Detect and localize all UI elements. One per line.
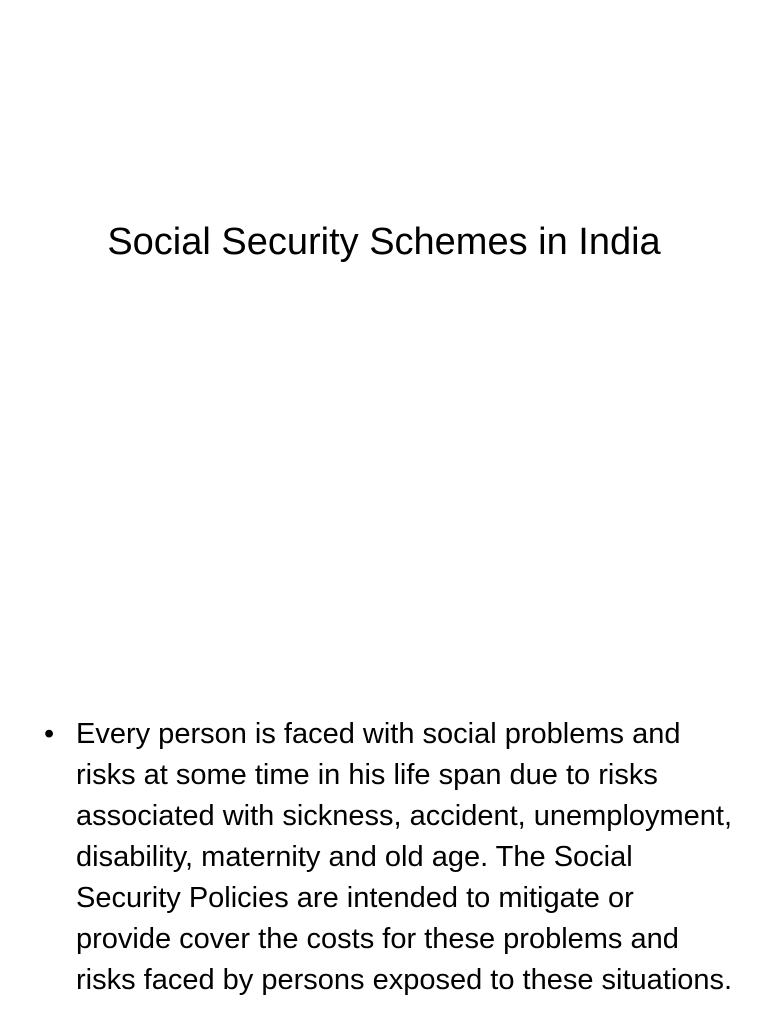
slide-title: Social Security Schemes in India [107,221,661,263]
bullet-marker: • [44,718,55,750]
bullet-item [44,714,734,1001]
bullet-text: Every person is faced with social problems and risks at some time in his life span due to risks associated with sickness, accident, unemployment, disability, maternity and old age. The Social Security Policies are intended to mitigate or provide cover the costs for these problems and risks faced by persons exposed to these situations. [76,718,733,996]
bullet-list [44,714,734,1001]
